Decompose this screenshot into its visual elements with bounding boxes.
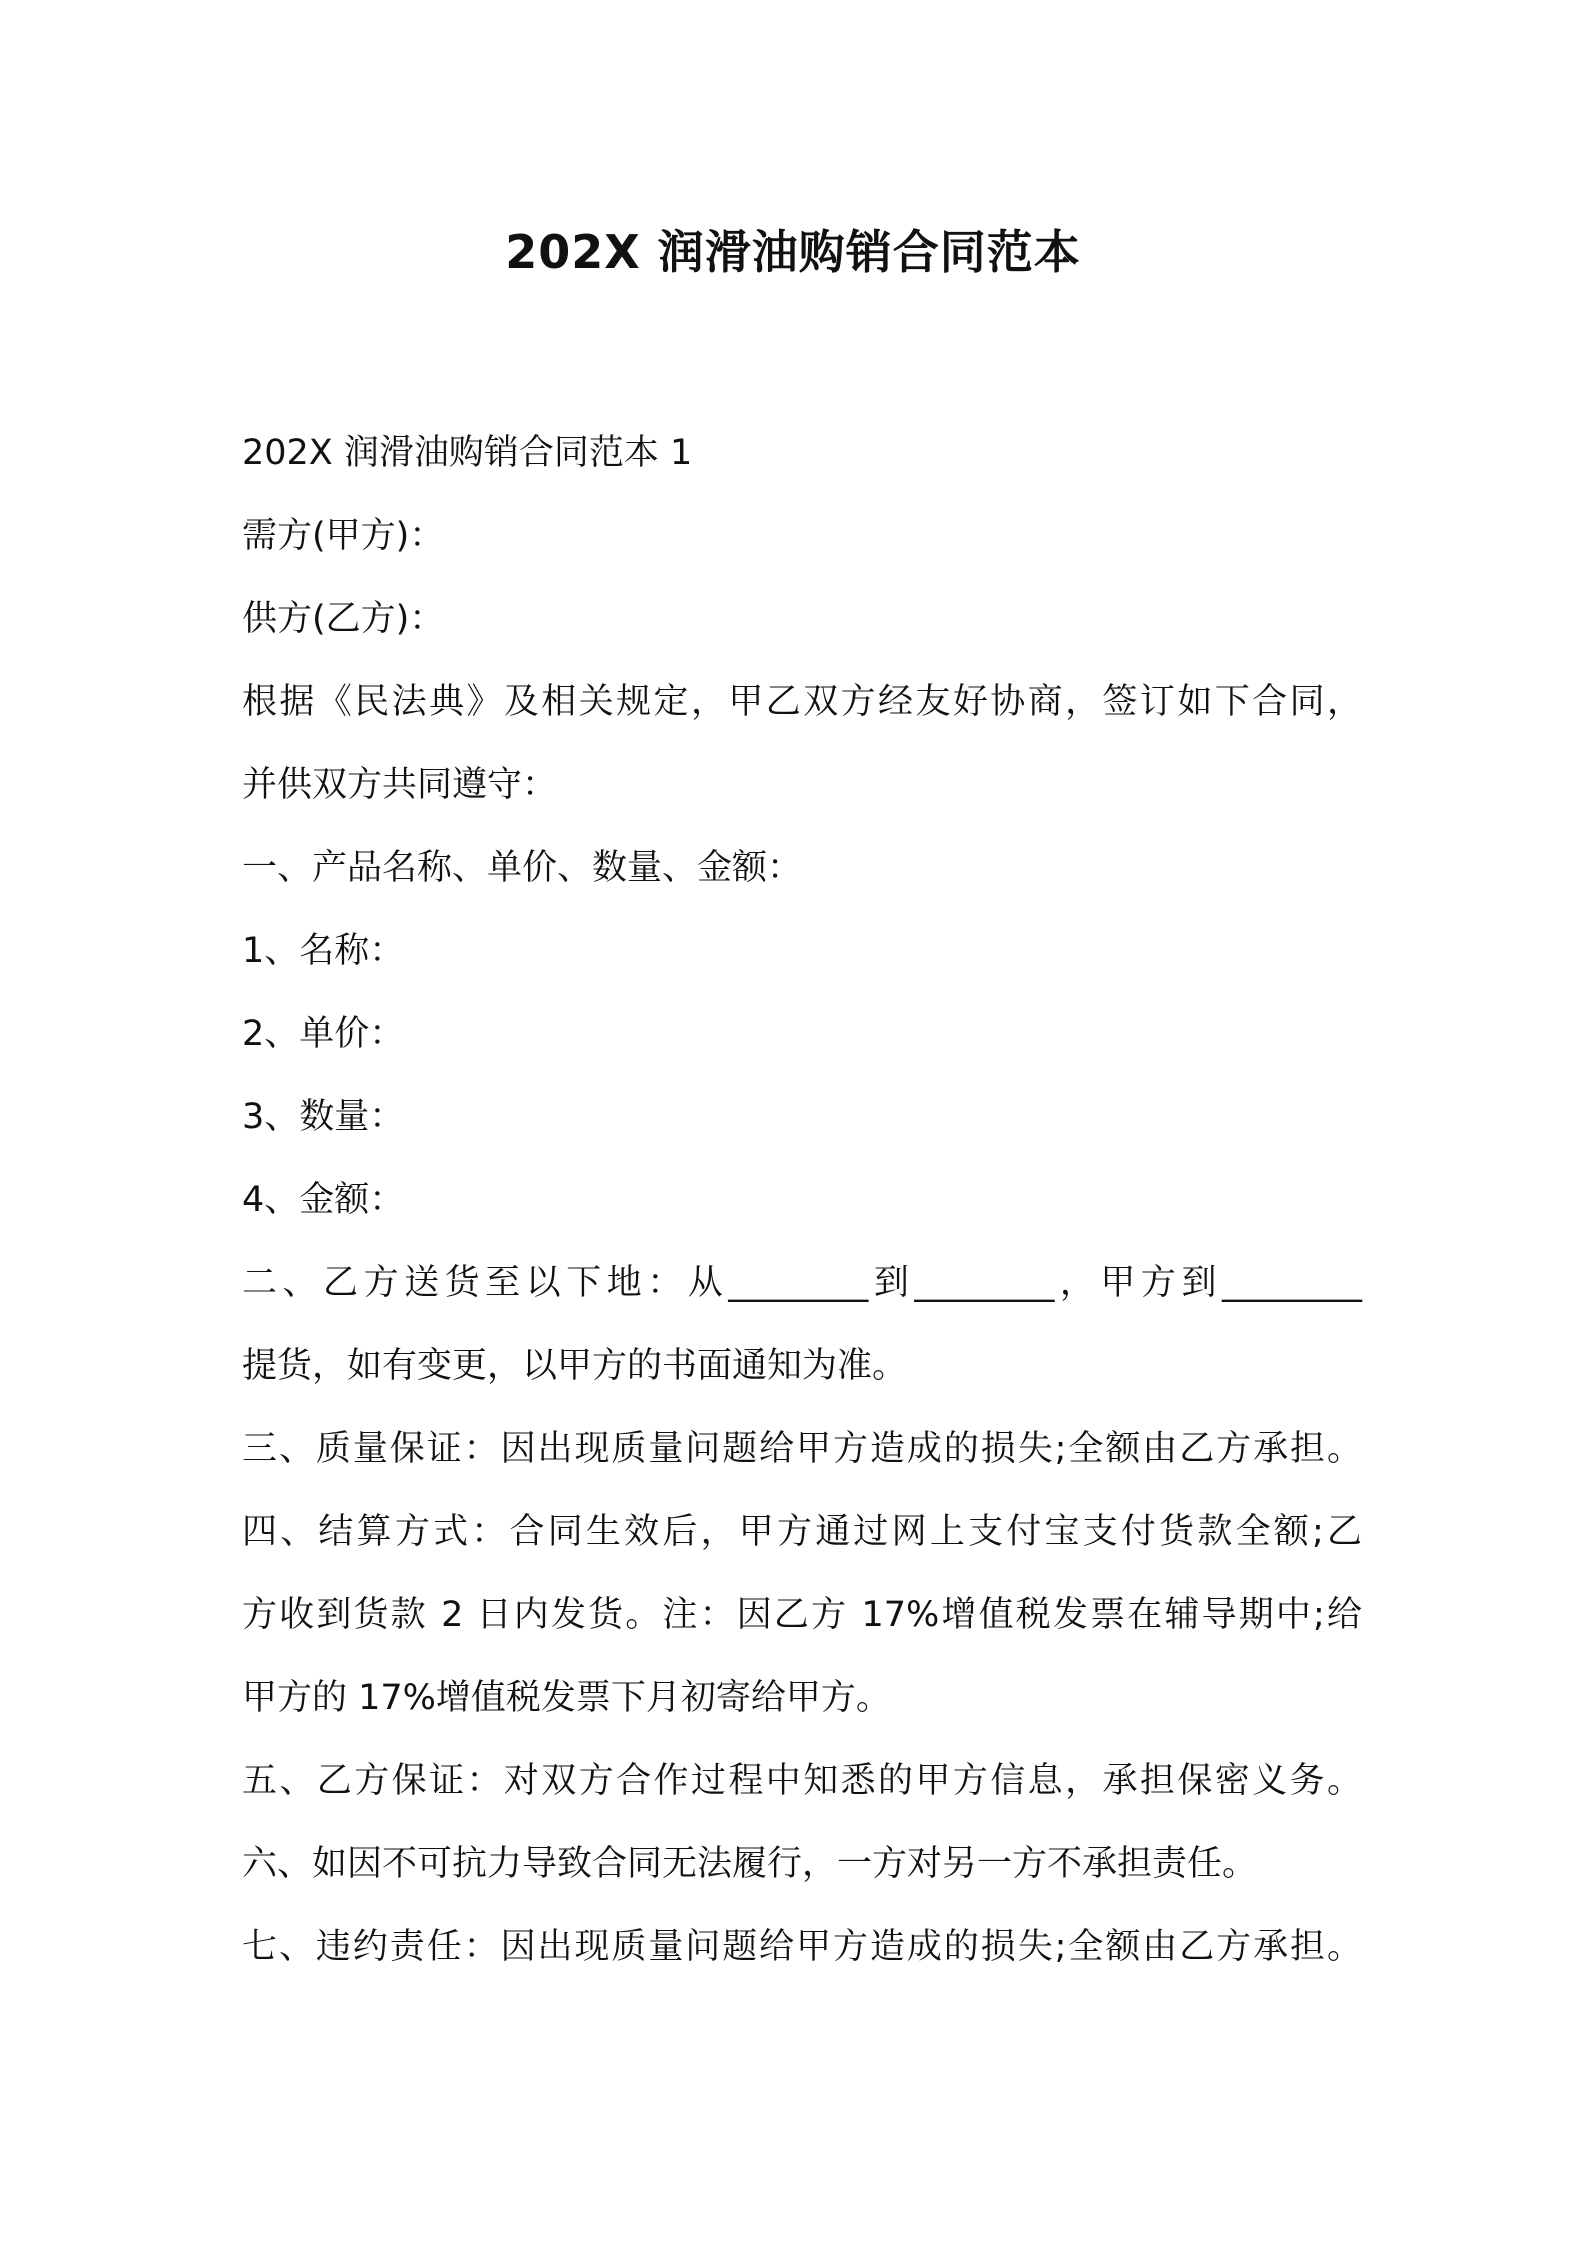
paragraph-line: 并供双方共同遵守： <box>242 765 558 805</box>
clause-line: 甲方的 17%增值税发票下月初寄给甲方。 <box>242 1678 891 1718</box>
document-title: 202X 润滑油购销合同范本 <box>505 225 1081 279</box>
clause-item: 2、单价： <box>242 1014 405 1054</box>
clause-line: 三、质量保证：因出现质量问题给甲方造成的损失;全额由乙方承担。 <box>242 1429 1362 1469</box>
clause-heading: 一、产品名称、单价、数量、金额： <box>242 848 803 888</box>
section-heading: 202X 润滑油购销合同范本 1 <box>242 433 693 473</box>
document-body <box>242 412 1362 1989</box>
clause-line: 提货，如有变更，以甲方的书面通知为准。 <box>242 1346 908 1386</box>
clause-item: 1、名称： <box>242 931 405 971</box>
clause-line: 二、乙方送货至以下地：从________到________，甲方到________ <box>242 1263 1362 1303</box>
clause-line: 五、乙方保证：对双方合作过程中知悉的甲方信息，承担保密义务。 <box>242 1761 1362 1801</box>
clause-item: 3、数量： <box>242 1097 405 1137</box>
paragraph-line: 根据《民法典》及相关规定，甲乙双方经友好协商，签订如下合同， <box>242 682 1362 722</box>
clause-line: 方收到货款 2 日内发货。注：因乙方 17%增值税发票在辅导期中;给 <box>242 1595 1362 1635</box>
party-a-line: 需方(甲方)： <box>242 516 445 556</box>
clause-line: 六、如因不可抗力导致合同无法履行，一方对另一方不承担责任。 <box>242 1844 1258 1884</box>
clause-line: 七、违约责任：因出现质量问题给甲方造成的损失;全额由乙方承担。 <box>242 1927 1362 1967</box>
clause-line: 四、结算方式：合同生效后，甲方通过网上支付宝支付货款全额;乙 <box>242 1512 1362 1552</box>
party-b-line: 供方(乙方)： <box>242 599 445 639</box>
clause-item: 4、金额： <box>242 1180 405 1220</box>
